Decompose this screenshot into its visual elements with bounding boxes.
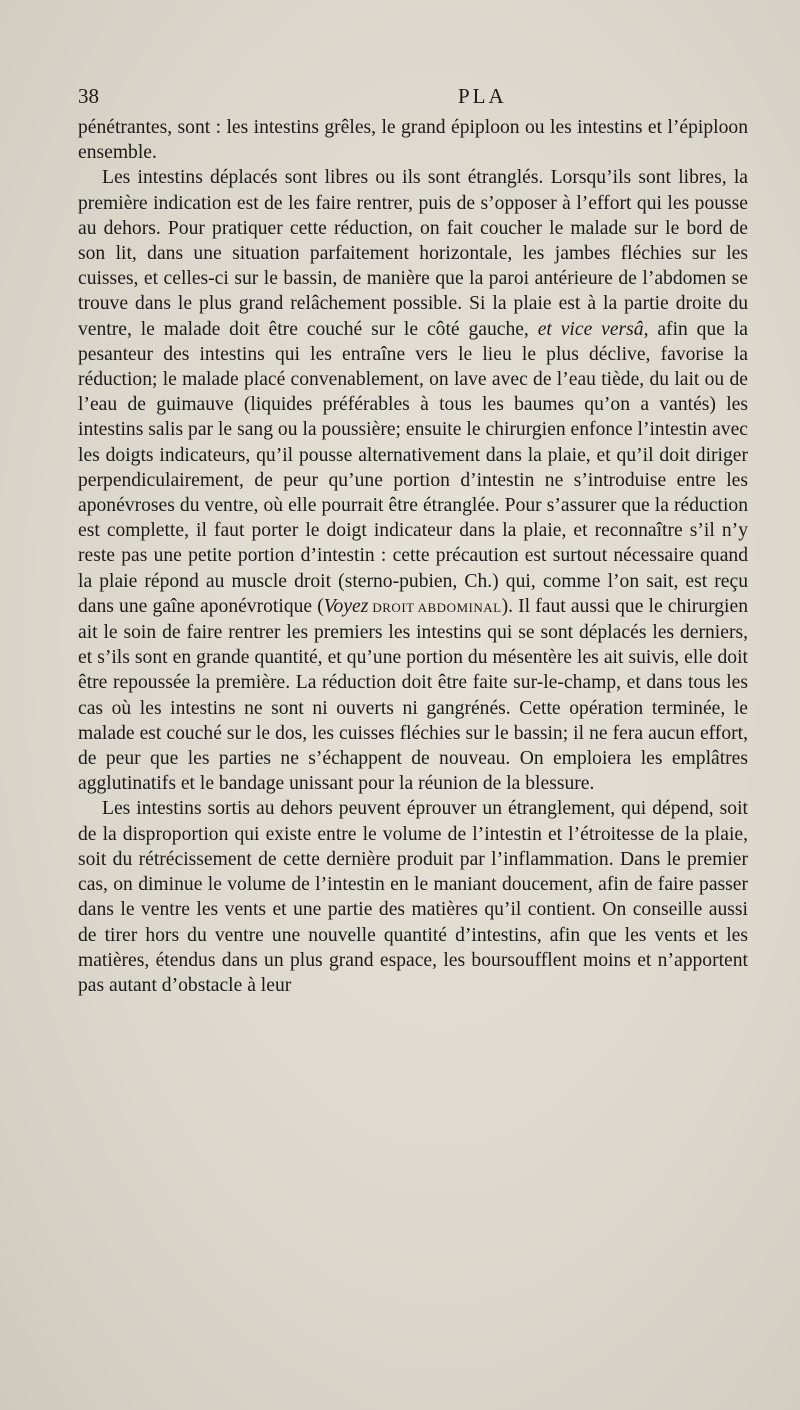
paragraph-strangulation (78, 796, 748, 998)
paragraph-1-text: pénétrantes, sont : les intestins grêles, le grand épiploon ou les intestins et l’épiploon ensemble. (78, 117, 748, 164)
paragraph-2-part-3: ). Il faut aussi que le chirurgien ait le soin de faire rentrer les premiers les intestins qui se sont déplacés les derniers, et s’ils sont en grande quantité, et qu’une portion du mésentère les ait suivis, elle doit être repoussée la première. La réduction doit être faite sur-le-champ, et dans tous les cas où les intestins ne sont ni ouverts ni gangrénés. Cette opération terminée, le malade est couché sur le dos, les cuisses fléchies sur le bassin; il ne fera aucun effort, de peur que les parties ne s’échappent de nouveau. On emploiera les emplâtres agglutinatifs et le bandage unissant pour la réunion de la blessure. (78, 595, 748, 795)
paragraph-2-part-2: , afin que la pesanteur des intestins qui les entraîne vers le lieu le plus déclive, favorise la réduction; le malade placé convenablement, on lave avec de l’eau tiède, du lait ou de l’eau de guimauve (liquides préférables à tous les baumes qu’on a vantés) les intestins salis par le sang ou la poussière; ensuite le chirurgien enfonce l’intestin avec les doigts indicateurs, qu’il pousse alternativement dans la plaie, et qu’il doit diriger perpendiculairement, de peur qu’une portion d’intestin ne s’introduise entre les aponévroses du ventre, où elle pourrait être étranglée. Pour s’assurer que la réduction est complette, il faut porter le doigt indicateur dans la plaie, et reconnaître s’il n’y reste pas une petite portion d’intestin : cette précaution est surtout nécessaire quand la plaie répond au muscle droit (sterno-pubien, Ch.) qui, comme l’on sait, est reçu dans une gaîne aponévrotique ( (78, 318, 748, 617)
page-number: 38 (78, 84, 99, 108)
paragraph-reduction (78, 165, 748, 796)
cross-reference: DROIT ABDOMINAL (372, 599, 502, 615)
paragraph-3-text: Les intestins sortis au dehors peuvent éprouver un étranglement, qui dépend, soit de la disproportion qui existe entre le volume de l’intestin et l’étroitesse de la plaie, soit du rétrécissement de cette dernière produit par l’inflammation. Dans le premier cas, on diminue le volume de l’intestin en le maniant doucement, afin de faire passer dans le ventre les vents et une partie des matières qu’il contient. On conseille aussi de tirer hors du ventre une nouvelle quantité d’intestins, afin que les vents et les matières, étendus dans un plus grand espace, les boursoufflent moins et n’apportent pas autant d’obstacle à leur (78, 798, 748, 996)
page-header (78, 84, 748, 112)
paragraph-2-italic-1: et vice versâ (537, 318, 644, 340)
paragraph-continued (78, 115, 748, 165)
paragraph-2-part-1: Les intestins déplacés sont libres ou ils sont étranglés. Lorsqu’ils sont libres, la première indication est de les faire rentrer, puis de s’opposer à l’effort qui les pousse au dehors. Pour pratiquer cette réduction, on fait coucher le malade sur le bord de son lit, dans une situation parfaitement horizontale, les jambes fléchies sur les cuisses, et celles-ci sur le bassin, de manière que la paroi antérieure de l’abdomen se trouve dans le plus grand relâchement possible. Si la plaie est à la partie droite du ventre, le malade doit être couché sur le côté gauche, (78, 167, 748, 340)
body-text (78, 115, 748, 998)
running-head: PLA (458, 84, 507, 108)
paragraph-2-italic-2: Voyez (323, 595, 369, 617)
